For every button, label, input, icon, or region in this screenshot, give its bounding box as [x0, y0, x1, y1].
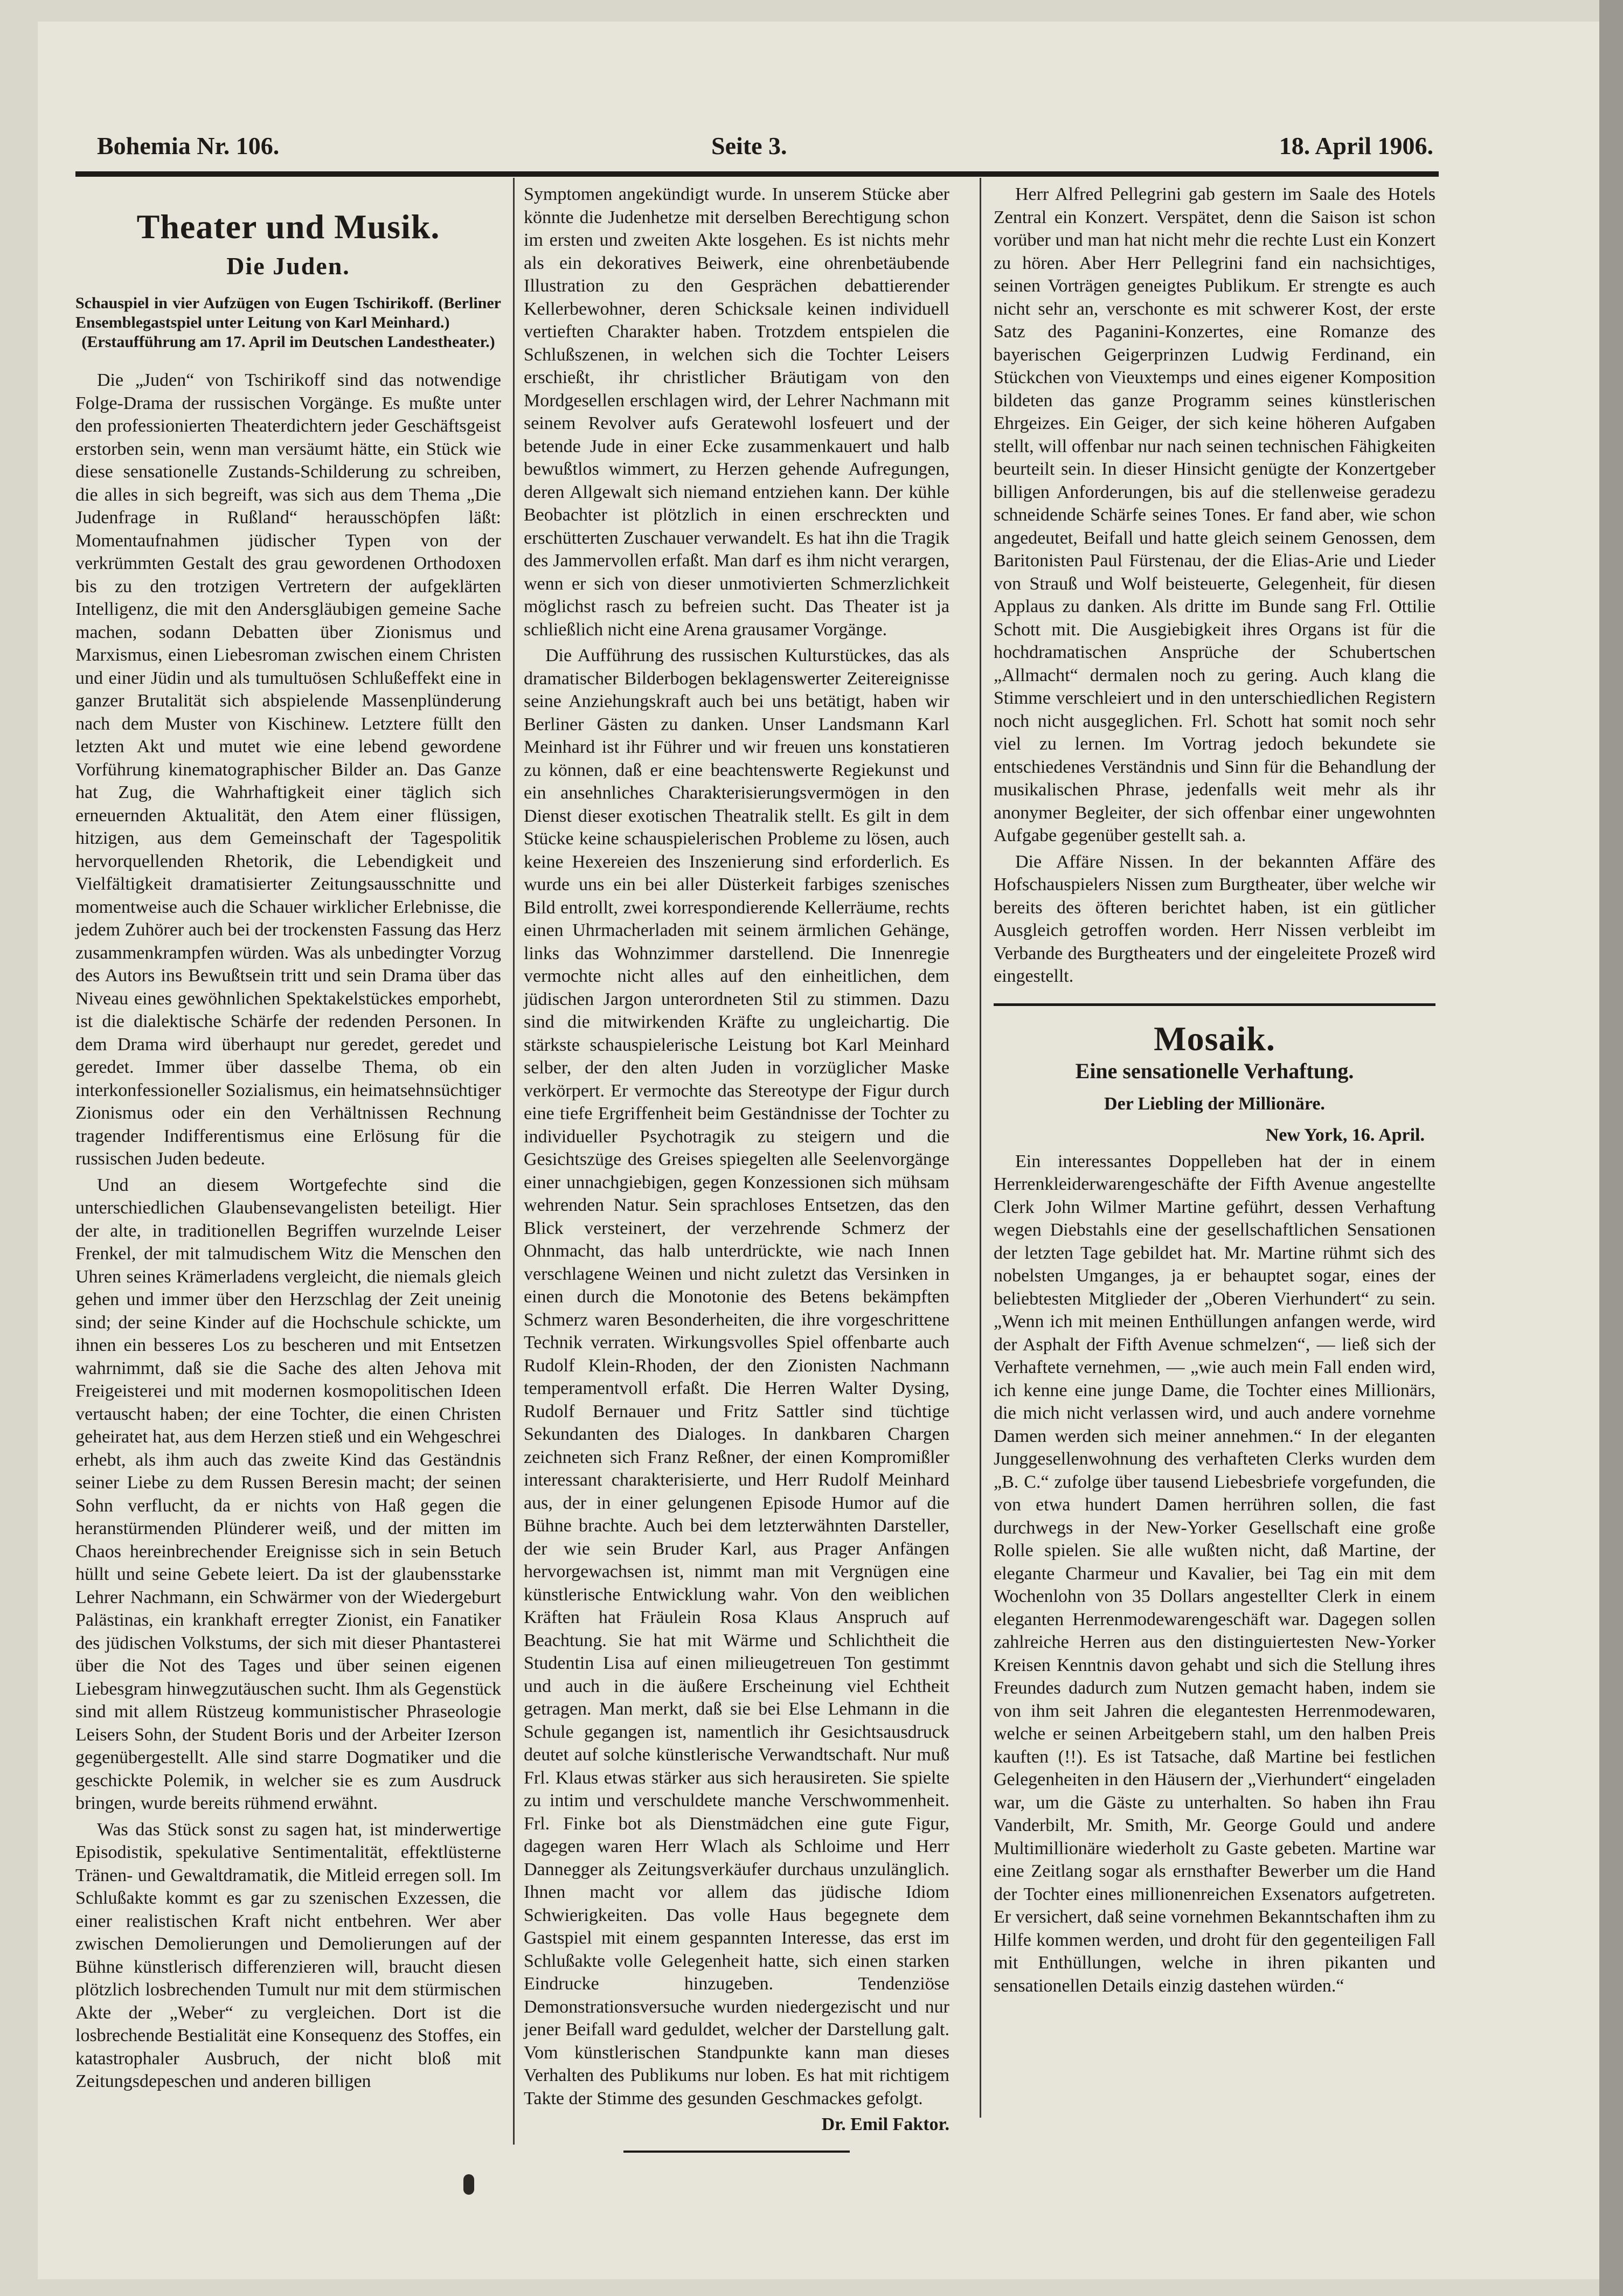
ink-blot [463, 2174, 474, 2195]
column-3 [994, 183, 1435, 2101]
masthead-issue: Bohemia Nr. 106. [97, 132, 280, 159]
article-title: Die Juden. [226, 252, 350, 280]
section-rule [994, 1003, 1435, 1006]
paragraph: Herr Alfred Pellegrini gab gestern im Saale des Hotels Zentral ein Konzert. Verspätet, denn die Saison ist schon vorüber und man hat nicht mehr die rechte Lust ein Konzert zu hören. Aber Herr Pellegrini fand ein nachsichtiges, seinen Vorträgen geneigtes Publikum. Er strengte es auch nicht sehr an, verschonte es mit schwerer Kost, der erste Satz des Paganini-Konzertes, eine Romanze des bayerischen Geigerprinzen Ludwig Ferdinand, ein Stückchen von Vieuxtemps und eines eigener Komposition bildeten das ganze Programm seines künstlerischen Ehrgeizes. Ein Geiger, der sich keine höheren Aufgaben stellt, will offenbar nur nach seinen technischen Fähigkeiten beurteilt sein. In dieser Hinsicht genügte der Konzertgeber billigen Anforderungen, bis auf die stellenweise geradezu schneidende Schärfe seines Tones. Er fand aber, wie schon angedeutet, Beifall und hatte gleich seinem Genossen, dem Baritonisten Paul Fürstenau, der die Elias-Arie und Lieder von Strauß und Wolf beisteuerte, Gelegenheit, für diesen Applaus zu danken. Als dritte im Bunde sang Frl. Ottilie Schott mit. Die Ausgiebigkeit ihres Organs ist für die hochdramatischen Ansprüche der Schubertschen „Allmacht“ dermalen noch zu gering. Auch klang die Stimme verschleiert und in den unterschiedlichen Registern noch nicht ausgeglichen. Frl. Schott hat somit noch sehr viel zu lernen. Im Vortrag jedoch bekundete sie entschiedenes Verständnis und Sinn für die Behandlung der musikalischen Phrase, jedenfalls weit mehr als ihr anonymer Begleiter, der sich offenbar einer ungewohnten Aufgabe gegenüber gestellt sah. a. [994, 184, 1435, 845]
paragraph: Die „Juden“ von Tschirikoff sind das notwendige Folge-Drama der russischen Vorgänge. Es mußte unter den professionierten Theaterdichtern jeder Geschäftsgeist erstorben sein, wenn man versäumt hätte, ein Stück wie diese sensationelle Zustands-Schilderung zu schreiben, die alles in sich begreift, was sich aus dem Thema „Die Judenfrage in Rußland“ herausschöpfen läßt: Momentaufnahmen jüdischer Typen von der verkrümmten Gestalt des grau gewordenen Orthodoxen bis zu den trotzigen Vertretern der aufgeklärten Intelligenz, die mit den Andersgläubigen gemeine Sache machen, sodann Debatten über Zionismus und Marxismus, einen Liebesroman zwischen einem Christen und einer Jüdin und als tumultuösen Schlußeffekt eine in ganzer Brutalität sich abspielende Massenplünderung nach dem Muster von Kischinew. Letztere füllt den letzten Akt und mutet wie eine lebend gewordene Vorführung kinematographischer Bilder an. Das Ganze hat Zug, die Wahrhaftigkeit einer täglich sich erneuernden Aktualität, den Atem einer flüssigen, hitzigen, aus dem Gemeinschaft der Tagespolitik hervorquellenden Rhetorik, die Lebendigkeit und Vielfältigkeit dramatisierter Zeitungsausschnitte und momentweise auch die Schauer wirklicher Erlebnisse, die jedem Zuhörer auch bei der trockensten Fassung das Herz zusammenkrampfen würden. Was als unbedingter Vorzug des Autors ins Bewußtsein tritt und sein Drama über das Niveau eines gewöhnlichen Spektakelstückes emporhebt, ist die dialektische Schärfe der redenden Personen. In dem Drama wird überhaupt nur geredet, geredet und geredet. Immer über dasselbe Thema, ob ein interkonfessioneller Sozialismus, ein heimatsehnsüchtiger Zionismus oder ein den Verhältnissen Rechnung tragender Indifferentismus eine Erlösung für die russischen Juden bedeute. [75, 370, 501, 1169]
paragraph: Die Affäre Nissen. In der bekannten Affäre des Hofschauspielers Nissen zum Burgtheater, über welche wir bereits des öfteren berichtet haben, ist ein gütlicher Ausgleich getroffen worden. Herr Nissen verbleibt im Verbande des Burgtheaters und der eingeleitete Prozeß wird eingestellt. [994, 851, 1435, 986]
article-credit: Schauspiel in vier Aufzügen von Eugen Tschirikoff. (Berliner Ensemblegastspiel unter Leitung von Karl Meinhard.) [75, 294, 501, 331]
premiere-note: (Erstaufführung am 17. April im Deutschen Landestheater.) [81, 333, 495, 351]
issue-date: 18. April 1906. [1279, 132, 1433, 159]
paragraph: Und an diesem Wortgefechte sind die unterschiedlichen Glaubensevangelisten beteiligt. Hier der alte, in traditionellen Begriffen wurzelnde Leiser Frenkel, der mit talmudischem Witz die Menschen den Uhren seines Krämerladens vergleicht, die niemals gleich gehen und immer über den Herzschlag der Zeit uneinig sind; der seine Kinder auf die Hochschule schickte, um ihnen ein besseres Los zu bescheren und mit Entsetzen wahrnimmt, daß sie die Sache des alten Jehova mit Freigeisterei und mit modernen kosmopolitischen Ideen vertauscht haben; der eine Tochter, die einen Christen geheiratet hat, aus dem Herzen stieß und ein Wehgeschrei erhebt, als ihm auch das zweite Kind das Geständnis seiner Liebe zu dem Russen Beresin macht; der seinen Sohn verflucht, da er nichts von Haß gegen die heranstürmenden Plünderer weiß, und der mitten im Chaos hereinbrechender Ereignisse sich in sein Betuch hüllt und seine Gebete leiert. Da ist der glaubensstarke Lehrer Nachmann, ein Schwärmer von der Wiedergeburt Palästinas, ein krankhaft erregter Zionist, ein Fanatiker des jüdischen Volkstums, der sich mit dieser Phantasterei über die Not des Tages und über seinen eigenen Liebesgram hinwegzutäuschen sucht. Ihm als Gegenstück sind mit allem Rüstzeug kommunistischer Phraseologie Leisers Sohn, der Student Boris und der Arbeiter Izerson gegenübergestellt. Alle sind starre Dogmatiker und die geschickte Polemik, in welcher sie es zum Ausdruck bringen, wurde bereits rühmend erwähnt. [75, 1175, 501, 1813]
dateline: New York, 16. April. [1265, 1125, 1425, 1145]
mosaik-headline: Eine sensationelle Verhaftung. [1075, 1059, 1354, 1083]
column-divider-1 [513, 178, 515, 2145]
page-header [65, 123, 1433, 171]
page-number: Seite 3. [711, 132, 787, 159]
paragraph: Was das Stück sonst zu sagen hat, ist minderwertige Episodistik, spekulative Sentimentalität, effektlüsterne Tränen- und Gewaltdramatik, die Mitleid erregen soll. Im Schlußakte kommt es gar zu szenischen Exzessen, die einer realistischen Kraft nicht entbehren. Wer aber zwischen Demolierungen und Demolierungen auf der Bühne künstlerisch differenzieren will, braucht diesen plötzlich losbrechenden Tumult nur mit dem stürmischen Akte der „Weber“ zu vergleichen. Dort ist die losbrechende Bestialität eine Konsequenz des Stoffes, ein katastrophaler Ausbruch, der nicht bloß mit Zeitungsdepeschen und anderen billigen [75, 1819, 501, 2091]
scan-edge [1599, 0, 1623, 2296]
column-2 [524, 183, 949, 2134]
paragraph: Ein interessantes Doppelleben hat der in einem Herrenkleiderwarengeschäfte der Fifth Avenue angestellte Clerk John Wilmer Martine geführt, dessen Verhaftung wegen Diebstahls eine der gesellschaftlichen Sensationen der letzten Tage gebildet hat. Mr. Martine rühmt sich des nobelsten Umganges, ja er behauptet sogar, eines der beliebtesten Mitglieder der „Oberen Vierhundert“ zu sein. „Wenn ich mit meinen Enthüllungen anfangen werde, wird der Asphalt der Fifth Avenue schmelzen“, — ließ sich der Verhaftete vernehmen, — „wie auch mein Fall enden wird, ich kenne eine junge Dame, die Tochter eines Millionärs, die mich nicht verlassen wird, und auch andere vornehme Damen werden sich meiner annehmen.“ In der eleganten Junggesellenwohnung des verhafteten Clerks wurden dem „B. C.“ zufolge über tausend Liebesbriefe vorgefunden, die von etwa hundert Damen herrühren sollen, die fast durchwegs in der New-Yorker Gesellschaft eine große Rolle spielen. Sie alle wußten nicht, daß Martine, der elegante Charmeur und Kavalier, bei Tag ein mit dem Wochenlohn von 35 Dollars angestellter Clerk in einem eleganten Herrenmodewarengeschäft war. Dagegen sollen zahlreiche Herren aus den distinguiertesten New-Yorker Kreisen Kenntnis davon gehabt und sich die Stellung ihres Freundes dadurch zum Nutzen gemacht haben, indem sie von ihm seit Jahren die elegantesten Herrenmodewaren, welche er seinen Arbeitgebern stahl, um den halben Preis kauften (!!). Es ist Tatsache, daß Martine bei festlichen Gelegenheiten in den Häusern der „Vierhundert“ eingeladen war, um die Gäste zu unterhalten. So haben ihn Frau Vanderbilt, Mr. Smith, Mr. George Gould und andere Multimillionäre wiederholt zu Gaste gebeten. Martine war eine Zeitlang sogar als ernsthafter Bewerber um die Hand der Tochter eines millionenreichen Exsenators aufgetreten. Er versichert, daß seine vornehmen Bekanntschaften ihm zu Hilfe kommen werden, und droht für den gegenteiligen Fall mit Enthüllungen, welche in ihren pikanten und sensationellen Details einzig dastehen würden.“ [994, 1151, 1435, 1996]
column-divider-2 [980, 178, 981, 2118]
section-title: Theater und Musik. [136, 207, 440, 246]
column-1 [75, 183, 501, 2107]
paragraph: Symptomen angekündigt wurde. In unserem Stücke aber könnte die Judenhetze mit derselben Berechtigung schon im ersten und zweiten Akte losgehen. Es ist nichts mehr als ein dekoratives Beiwerk, eine ohrenbetäubende Illustration zu den Gesprächen debattierender Kellerbewohner, deren Schicksale keinen individuell vertieften Charakter haben. Trotzdem entspielen die Schlußszenen, in welchen sich die Tochter Leisers erschießt, ihr christlicher Bräutigam von den Mordgesellen erschlagen wird, der Lehrer Nachmann mit seinem Revolver aufs Geratewohl losfeuert und der betende Jude in einer Ecke zusammenkauert und halb bewußtlos wimmert, zu Herzen gehende Aufregungen, deren Allgewalt sich niemand entziehen kann. Der kühle Beobachter ist plötzlich in einen erschreckten und erschütterten Zuschauer verwandelt. Es hat ihn die Tragik des Jammervollen erfaßt. Man darf es ihm nicht verargen, wenn er sich von dieser unmotivierten Schmerzlichkeit möglichst rasch zu befreien sucht. Das Theater ist ja schließlich nicht eine Arena grausamer Vorgänge. [524, 184, 949, 640]
header-rule [75, 171, 1439, 177]
article-signature: Dr. Emil Faktor. [821, 2114, 949, 2134]
mosaik-title: Mosaik. [1154, 1019, 1275, 1058]
paragraph: Die Aufführung des russischen Kulturstückes, das als dramatischer Bilderbogen beklagenswerter Zeitereignisse seine Anziehungskraft auch bei uns betätigt, haben wir Berliner Gästen zu danken. Unser Landsmann Karl Meinhard ist ihr Führer und wir freuen uns konstatieren zu können, daß er eine beachtenswerte Regiekunst und ein ansehnliches Charakterisierungsvermögen in den Dienst dieser exotischen Theatralik stellt. Es gilt in dem Stücke keine schauspielerischen Probleme zu lösen, auch keine Hexereien des Inszenierung sind erforderlich. Es wurde uns ein bei aller Düsterkeit farbiges szenisches Bild entrollt, zwei korrespondierende Kellerräume, rechts einen Uhrmacherladen mit seinem ärmlichen Gehänge, links das Wohnzimmer darstellend. Die Innenregie vermochte nicht alles auf den einheitlichen, dem jüdischen Jargon unterordneten Stil zu stimmen. Dazu sind die mitwirkenden Kräfte zu ungleichartig. Die stärkste schauspielerische Leistung bot Karl Meinhard selber, der den alten Juden in vorzüglicher Maske verkörpert. Er vermochte das Stereotype der Figur durch eine tiefe Ergriffenheit beim Geständnisse der Tochter zu individueller Psychotragik zu steigern und die Gesichtszüge des Greises spiegelten alle Seelenvorgänge einer unnachgiebigen, gegen Konzessionen sich mühsam wehrenden Natur. Sein sprachloses Entsetzen, das den Blick versteinert, der verzehrende Schmerz der Ohnmacht, das halb unterdrückte, wie nach Innen verschlagene Weinen und nicht zuletzt das Versinken in einen durch die Monotonie des Betens bekämpften Schmerz waren Besonderheiten, die ihre vorgeschrittene Technik verraten. Wirkungsvolles Spiel offenbarte auch Rudolf Klein-Rhoden, der den Zionisten Nachmann temperamentvoll erfaßt. Die Herren Walter Dysing, Rudolf Bernauer und Fritz Sattler sind tüchtige Sekundanten des Dialoges. In dankbaren Chargen zeichneten sich Franz Reßner, der einen Kompromißler interessant charakterisierte, und Herr Rudolf Meinhard aus, der in einer gelungenen Episode Humor auf die Bühne brachte. Auch bei dem letzterwähnten Darsteller, der wie sein Bruder Karl, aus Prager Anfängen hervorgewachsen ist, nimmt man mit Vergnügen eine künstlerische Entwicklung wahr. Von den weiblichen Kräften hat Fräulein Rosa Klaus Anspruch auf Beachtung. Sie hat mit Wärme und Schlichtheit die Studentin Lisa auf einen milieugetreuen Ton gestimmt und auch in die äußere Erscheinung viel Echtheit getragen. Man merkt, daß sie bei Else Lehmann in die Schule gegangen ist, namentlich ihr Gesichtsausdruck deutet auf solche künstlerische Verwandtschaft. Nur muß Frl. Klaus etwas stärker aus sich herausireten. Sie spielte zu intim und verschuldete manche Verschwommenheit. Frl. Finke bot als Dienstmädchen eine gute Figur, dagegen waren Herr Wlach als Schloime und Herr Dannegger als Zeitungsverkäufer durchaus unzulänglich. Ihnen macht vor allem das jüdische Idiom Schwierigkeiten. Das volle Haus begegnete dem Gastspiel mit einem gespannten Interesse, das erst im Schlußakte volle Gelegenheit hatte, sich einen starken Eindrucke hinzugeben. Tendenziöse Demonstrationsversuche wurden niedergezischt und nur jener Beifall ward geduldet, welcher der Darstellung galt. Vom künstlerischen Standpunkte kann man dieses Verhalten des Publikums nur loben. Es hat mit richtigem Takte der Stimme des gesunden Geschmackes gefolgt. [524, 646, 949, 2108]
mosaik-subhead: Der Liebling der Millionäre. [1104, 1093, 1325, 1114]
article-end-rule [623, 2151, 850, 2153]
